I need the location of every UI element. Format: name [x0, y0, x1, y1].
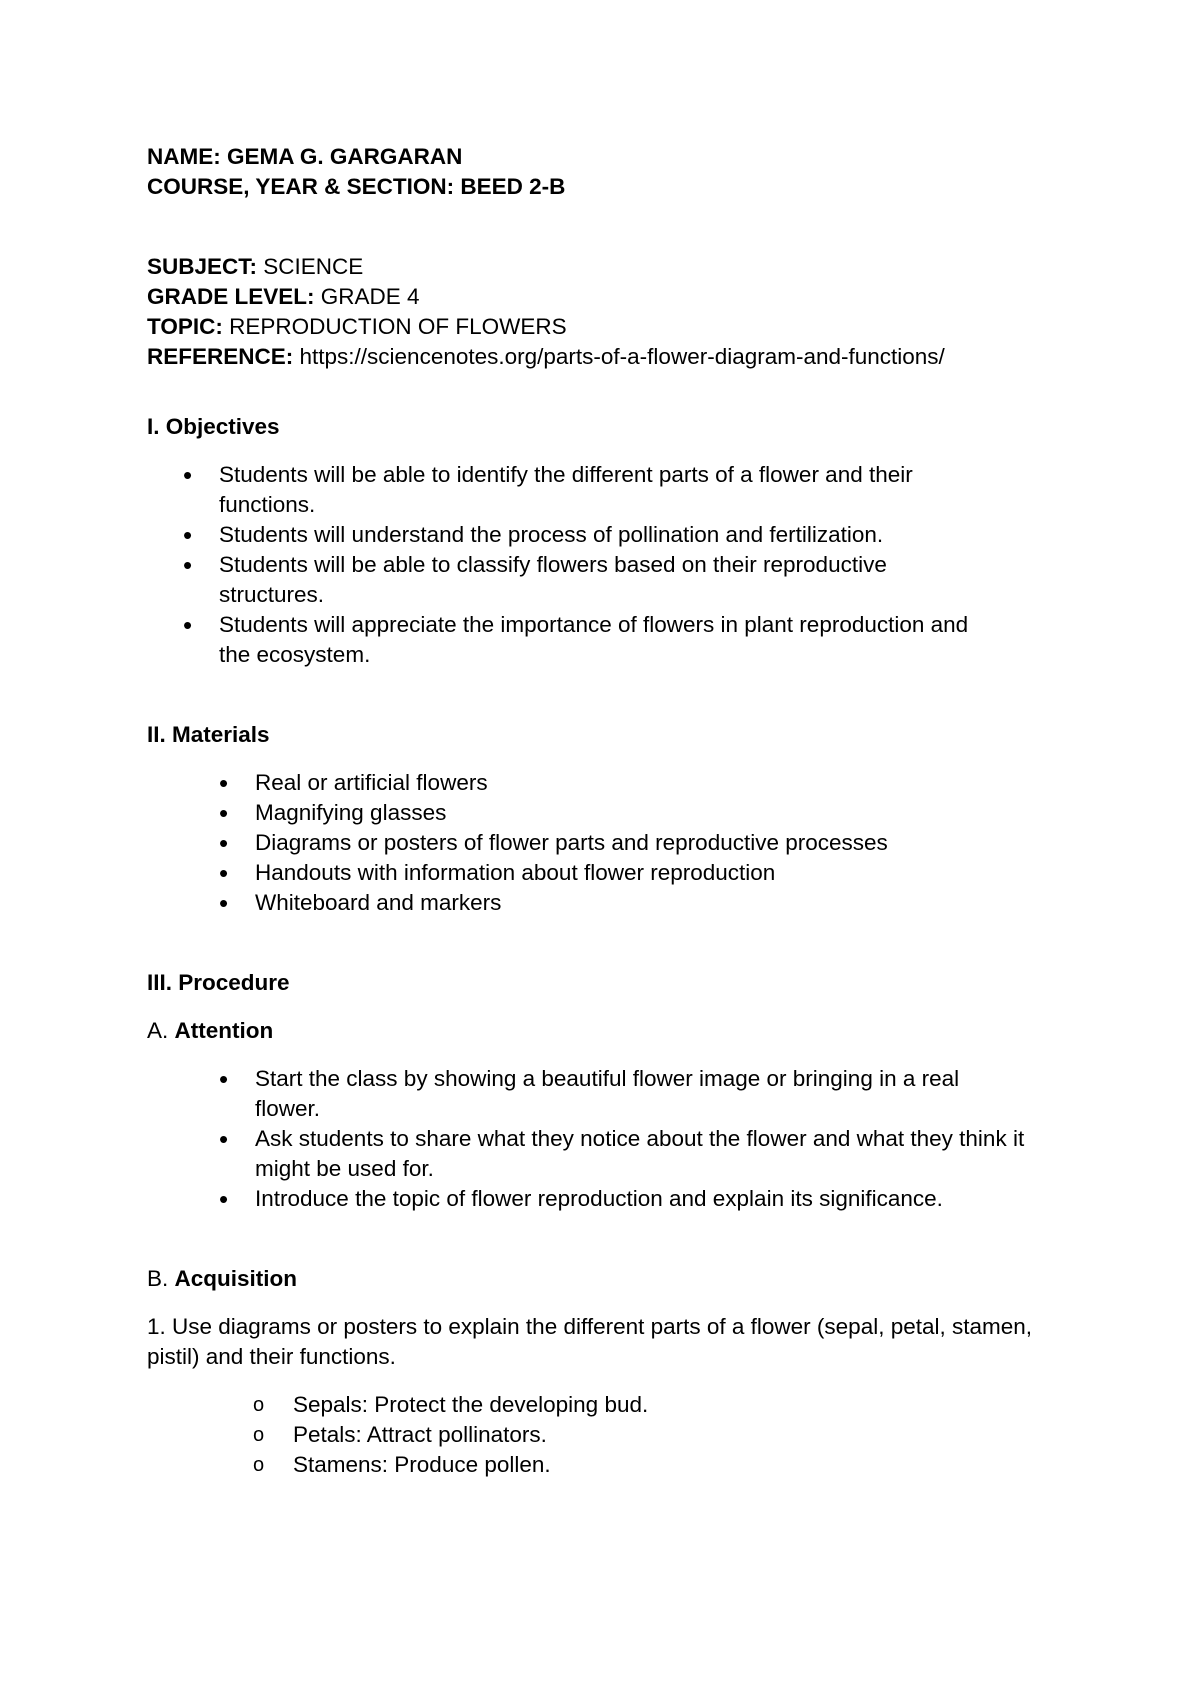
- reference-link[interactable]: https://sciencenotes.org/parts-of-a-flower-diagram-and-functions/: [293, 344, 945, 369]
- objectives-list: [147, 460, 977, 670]
- subject-value: SCIENCE: [257, 254, 364, 279]
- course-year-section: COURSE, YEAR & SECTION: BEED 2-B: [147, 174, 566, 199]
- list-item: • Start the class by showing a beautiful flower image or bringing in a real flower.: [147, 1064, 1027, 1124]
- grade-level-value: GRADE 4: [314, 284, 420, 309]
- reference-line: [147, 342, 1047, 372]
- grade-level-label: GRADE LEVEL:: [147, 284, 315, 309]
- attention-label: Attention: [174, 1018, 274, 1043]
- topic-label: TOPIC:: [147, 314, 223, 339]
- acquisition-label: Acquisition: [174, 1266, 298, 1291]
- objectives-heading: I. Objectives: [147, 414, 280, 439]
- list-item: • Students will understand the process of pollination and fertilization.: [147, 520, 977, 550]
- list-item: o Sepals: Protect the developing bud.: [147, 1390, 1047, 1420]
- list-item: • Ask students to share what they notice about the flower and what they think it might be used for.: [147, 1124, 1027, 1184]
- list-item: • Magnifying glasses: [147, 798, 1047, 828]
- list-item: • Students will be able to classify flowers based on their reproductive structures.: [147, 550, 977, 610]
- materials-heading: II. Materials: [147, 722, 270, 747]
- list-item: o Stamens: Produce pollen.: [147, 1450, 1047, 1480]
- list-item: • Real or artificial flowers: [147, 768, 1047, 798]
- attention-list: [147, 1064, 1027, 1214]
- acquisition-prefix: B.: [147, 1266, 175, 1291]
- list-item: • Whiteboard and markers: [147, 888, 1047, 918]
- attention-prefix: A.: [147, 1018, 175, 1043]
- subject-label: SUBJECT:: [147, 254, 258, 279]
- list-item: • Students will appreciate the importance of flowers in plant reproduction and the ecosystem.: [147, 610, 977, 670]
- reference-label: REFERENCE:: [147, 344, 294, 369]
- materials-list: [147, 768, 1047, 918]
- grade-level-line: [147, 282, 1047, 312]
- list-item: o Petals: Attract pollinators.: [147, 1420, 1047, 1450]
- flower-parts-list: [147, 1390, 1047, 1480]
- attention-heading: [147, 1016, 1047, 1046]
- document-content: [147, 142, 1047, 1480]
- student-name: NAME: GEMA G. GARGARAN: [147, 144, 463, 169]
- list-item: • Handouts with information about flower reproduction: [147, 858, 1047, 888]
- procedure-heading: III. Procedure: [147, 970, 290, 995]
- acquisition-step-1: 1. Use diagrams or posters to explain the different parts of a flower (sepal, petal, stamen, pistil) and their functions.: [147, 1314, 1033, 1369]
- list-item: • Diagrams or posters of flower parts and reproductive processes: [147, 828, 1047, 858]
- topic-value: REPRODUCTION OF FLOWERS: [222, 314, 567, 339]
- list-item: • Introduce the topic of flower reproduction and explain its significance.: [147, 1184, 1027, 1214]
- list-item: • Students will be able to identify the different parts of a flower and their functions.: [147, 460, 977, 520]
- acquisition-heading: [147, 1264, 1047, 1294]
- topic-line: [147, 312, 1047, 342]
- subject-line: [147, 252, 1047, 282]
